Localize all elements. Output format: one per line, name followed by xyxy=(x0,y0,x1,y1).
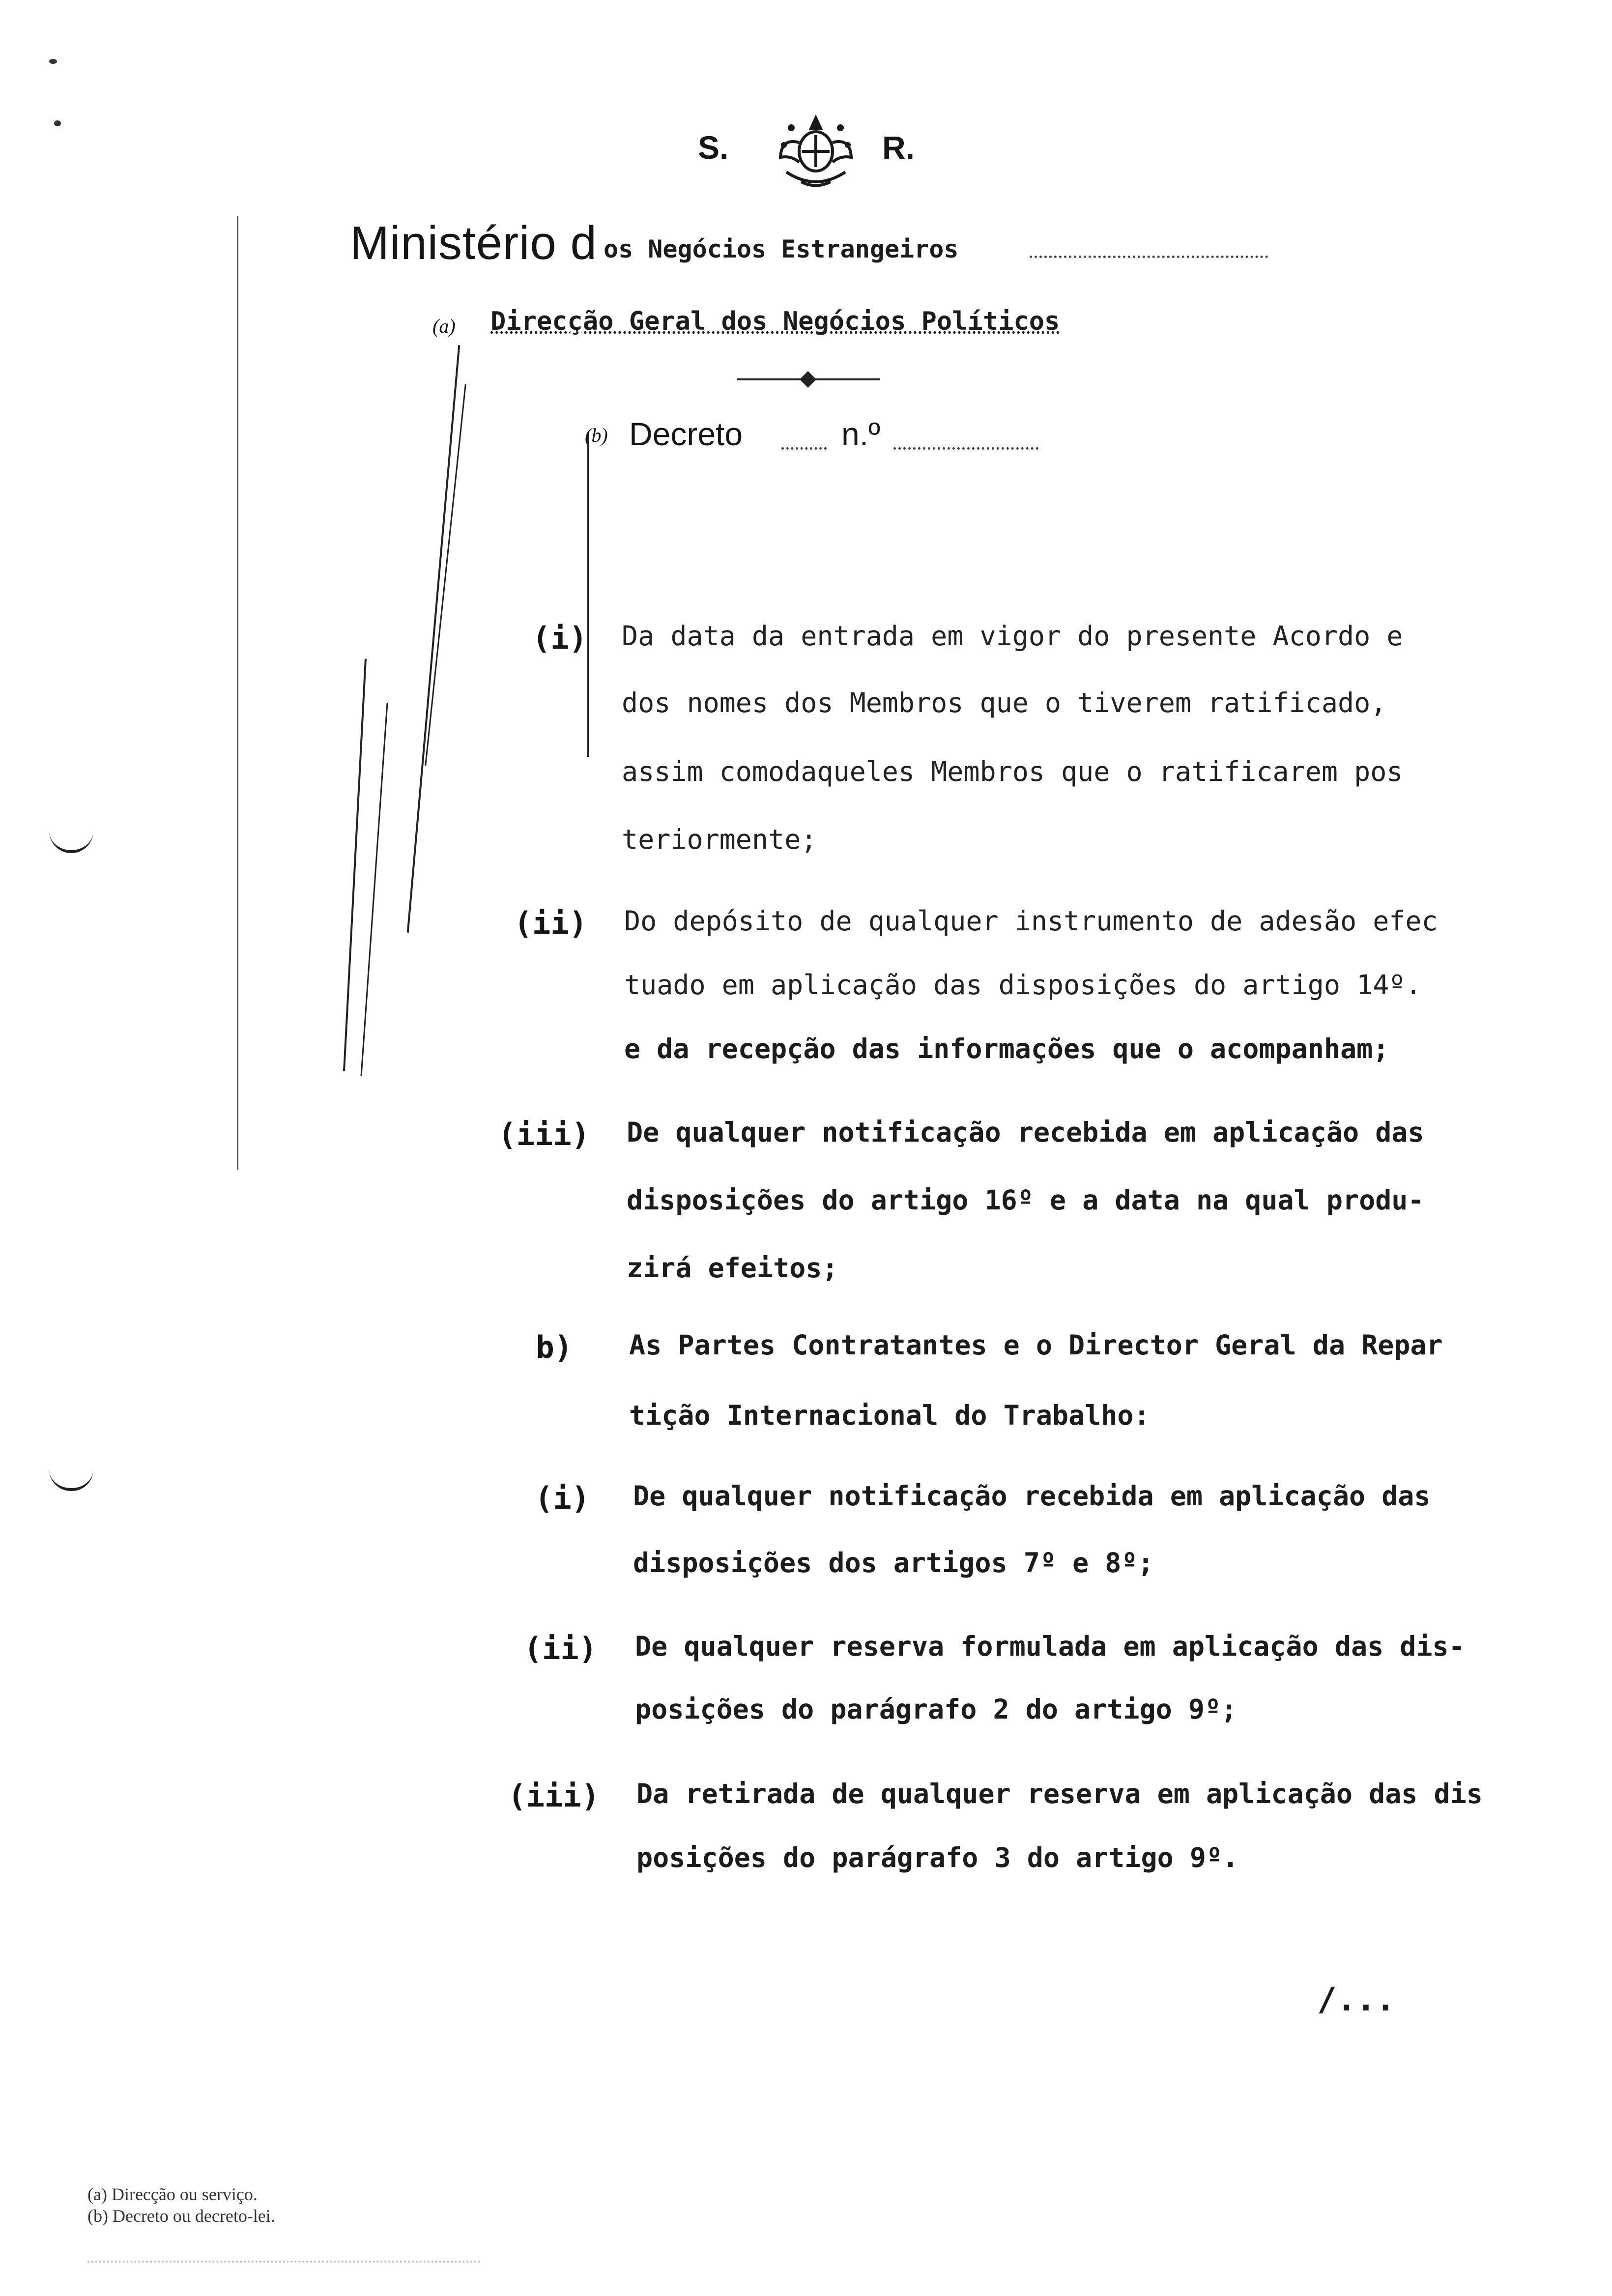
item-line: Do depósito de qualquer instrumento de adesão efec xyxy=(624,905,1438,937)
ministry-dotted-line xyxy=(1030,256,1268,258)
item-marker: (iii) xyxy=(498,1117,590,1152)
item-marker: b) xyxy=(536,1329,573,1365)
decree-label: Decreto xyxy=(629,416,743,452)
decree-number-label: n.º xyxy=(841,416,881,452)
decree-dotted-line xyxy=(781,447,827,450)
footnote-a: (a) Direcção ou serviço. xyxy=(87,2184,258,2204)
item-line: De qualquer reserva formulada em aplicação das dis- xyxy=(635,1631,1465,1662)
margin-stroke xyxy=(343,659,367,1071)
item-line: posições do parágrafo 2 do artigo 9º; xyxy=(635,1693,1238,1725)
decree-prefix: (b) xyxy=(585,424,608,446)
footnote-b: (b) Decreto ou decreto-lei. xyxy=(87,2206,275,2226)
item-line: assim comodaqueles Membros que o ratificarem pos xyxy=(622,756,1403,787)
item-marker: (ii) xyxy=(523,1631,597,1666)
item-marker: (ii) xyxy=(514,905,587,941)
item-line: As Partes Contratantes e o Director Geral da Repar xyxy=(629,1329,1443,1361)
scan-speck xyxy=(54,120,61,126)
margin-stroke xyxy=(587,432,589,757)
item-line: dos nomes dos Membros que o tiverem ratificado, xyxy=(622,687,1387,718)
item-line: disposições dos artigos 7º e 8º; xyxy=(633,1547,1154,1578)
header-initial-right: R. xyxy=(882,129,915,166)
number-dotted-line xyxy=(893,447,1038,450)
ornament-diamond-icon xyxy=(800,371,816,388)
header-initial-left: S. xyxy=(698,129,729,166)
item-line: teriormente; xyxy=(622,824,817,855)
direction-name: Direcção Geral dos Negócios Políticos xyxy=(490,307,1060,336)
margin-stroke xyxy=(237,216,238,1170)
item-line: De qualquer notificação recebida em aplicação das xyxy=(627,1117,1424,1148)
scan-mark xyxy=(49,1469,93,1491)
item-line: De qualquer notificação recebida em aplicação das xyxy=(633,1480,1431,1512)
continuation-mark: /... xyxy=(1317,1980,1395,2018)
coat-of-arms-icon xyxy=(772,108,860,192)
item-line: Da retirada de qualquer reserva em aplicação das dis xyxy=(636,1778,1483,1809)
ministry-name: os Negócios Estrangeiros xyxy=(604,235,959,263)
margin-stroke xyxy=(360,703,388,1076)
margin-stroke xyxy=(425,384,466,766)
item-line: zirá efeitos; xyxy=(627,1252,838,1284)
item-line: disposições do artigo 16º e a data na qual produ- xyxy=(627,1184,1424,1216)
item-line: tuado em aplicação das disposições do artigo 14º. xyxy=(624,969,1422,1001)
item-marker: (iii) xyxy=(508,1778,600,1814)
printer-imprint xyxy=(87,2252,481,2263)
margin-stroke xyxy=(407,345,461,933)
direction-prefix: (a) xyxy=(432,315,456,337)
ministry-label: Ministério d xyxy=(350,217,597,269)
item-marker: (i) xyxy=(532,620,587,656)
item-line: e da recepção das informações que o acompanham; xyxy=(624,1033,1389,1064)
item-line: tição Internacional do Trabalho: xyxy=(629,1400,1150,1431)
scan-mark xyxy=(49,831,93,853)
item-line: Da data da entrada em vigor do presente Acordo e xyxy=(622,620,1403,652)
item-marker: (i) xyxy=(535,1480,590,1516)
item-line: posições do parágrafo 3 do artigo 9º. xyxy=(636,1842,1239,1873)
scan-speck xyxy=(49,59,57,64)
